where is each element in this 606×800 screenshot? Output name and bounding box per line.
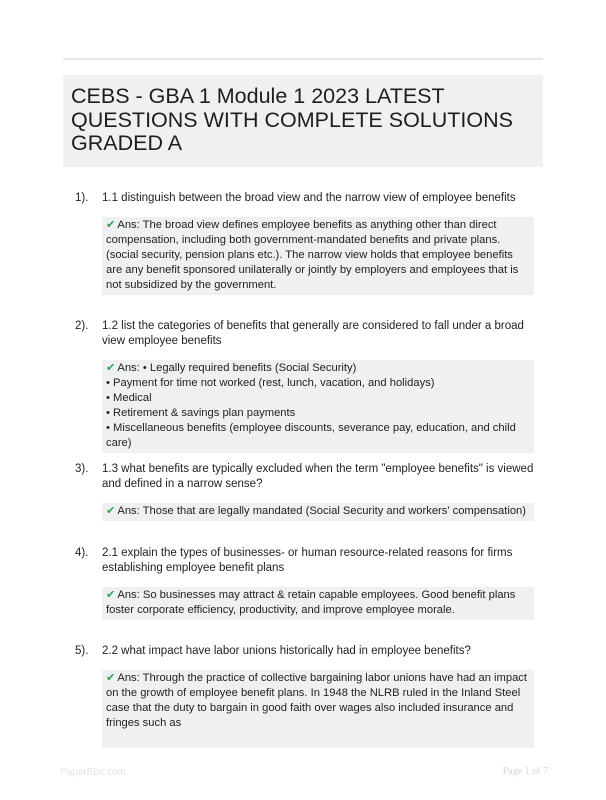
question-item (63, 191, 543, 295)
answer-box (102, 360, 534, 453)
answer-line: • Payment for time not worked (rest, lunch, vacation, and holidays) (106, 377, 435, 389)
footer-page-number: Page 1 of 7 (502, 766, 548, 777)
question-text: 2.1 explain the types of businesses- or human resource-related reasons for firms establishing employee benefit plans (102, 547, 513, 574)
question-item (63, 644, 543, 748)
answer-line: • Miscellaneous benefits (employee discounts, severance pay, education, and child care) (106, 422, 516, 449)
answer-line: • Medical (106, 392, 152, 404)
question-number: 5). (75, 645, 89, 657)
question-number: 4). (75, 547, 89, 559)
question-item (63, 462, 543, 521)
answer-text: Ans: So businesses may attract & retain capable employees. Good benefit plans foster corporate efficiency, productivity, and improve employee morale. (106, 589, 516, 616)
question-number: 2). (75, 320, 89, 332)
check-icon: ✔ (106, 505, 116, 517)
top-divider (63, 58, 543, 60)
check-icon: ✔ (106, 589, 116, 601)
question-text: 1.1 distinguish between the broad view and the narrow view of employee benefits (102, 192, 516, 204)
question-text: 1.2 list the categories of benefits that generally are considered to fall under a broad view employee benefits (102, 320, 524, 347)
answer-text: Ans: The broad view defines employee benefits as anything other than direct compensation, including both government-mandated benefits and private plans. (social security, pension plans etc.). The narrow view holds that employee benefits are any benefit sponsored unilaterally or jointly by employers and employees that is not subsidized by the government. (106, 219, 519, 291)
answer-box (102, 587, 534, 620)
title-box (63, 75, 543, 167)
answer-text: Ans: Through the practice of collective bargaining labor unions have had an impact on the growth of employee benefit plans. In 1948 the NLRB ruled in the Inland Steel case that the duty to bargain in good faith over wages also included insurance and fringes such as (106, 672, 528, 729)
check-icon: ✔ (106, 219, 116, 231)
answer-box (102, 503, 534, 521)
question-text: 2.2 what impact have labor unions historically had in employee benefits? (102, 645, 471, 657)
answer-text: Ans: Those that are legally mandated (Social Security and workers' compensation) (117, 505, 526, 517)
footer-site: PaperBbc.com (60, 767, 126, 778)
check-icon: ✔ (106, 672, 116, 684)
question-number: 1). (75, 192, 89, 204)
answer-line: • Retirement & savings plan payments (106, 407, 296, 419)
document-title: CEBS - GBA 1 Module 1 2023 LATEST QUESTIONS WITH COMPLETE SOLUTIONS GRADED A (71, 84, 513, 155)
answer-box (102, 670, 534, 748)
answer-box (102, 217, 534, 295)
answer-text: Ans: • Legally required benefits (Social Security) (117, 362, 357, 374)
check-icon: ✔ (106, 362, 116, 374)
question-item (63, 546, 543, 620)
question-text: 1.3 what benefits are typically excluded when the term "employee benefits" is viewed and defined in a narrow sense? (102, 463, 534, 490)
question-item (63, 319, 543, 453)
question-number: 3). (75, 463, 89, 475)
